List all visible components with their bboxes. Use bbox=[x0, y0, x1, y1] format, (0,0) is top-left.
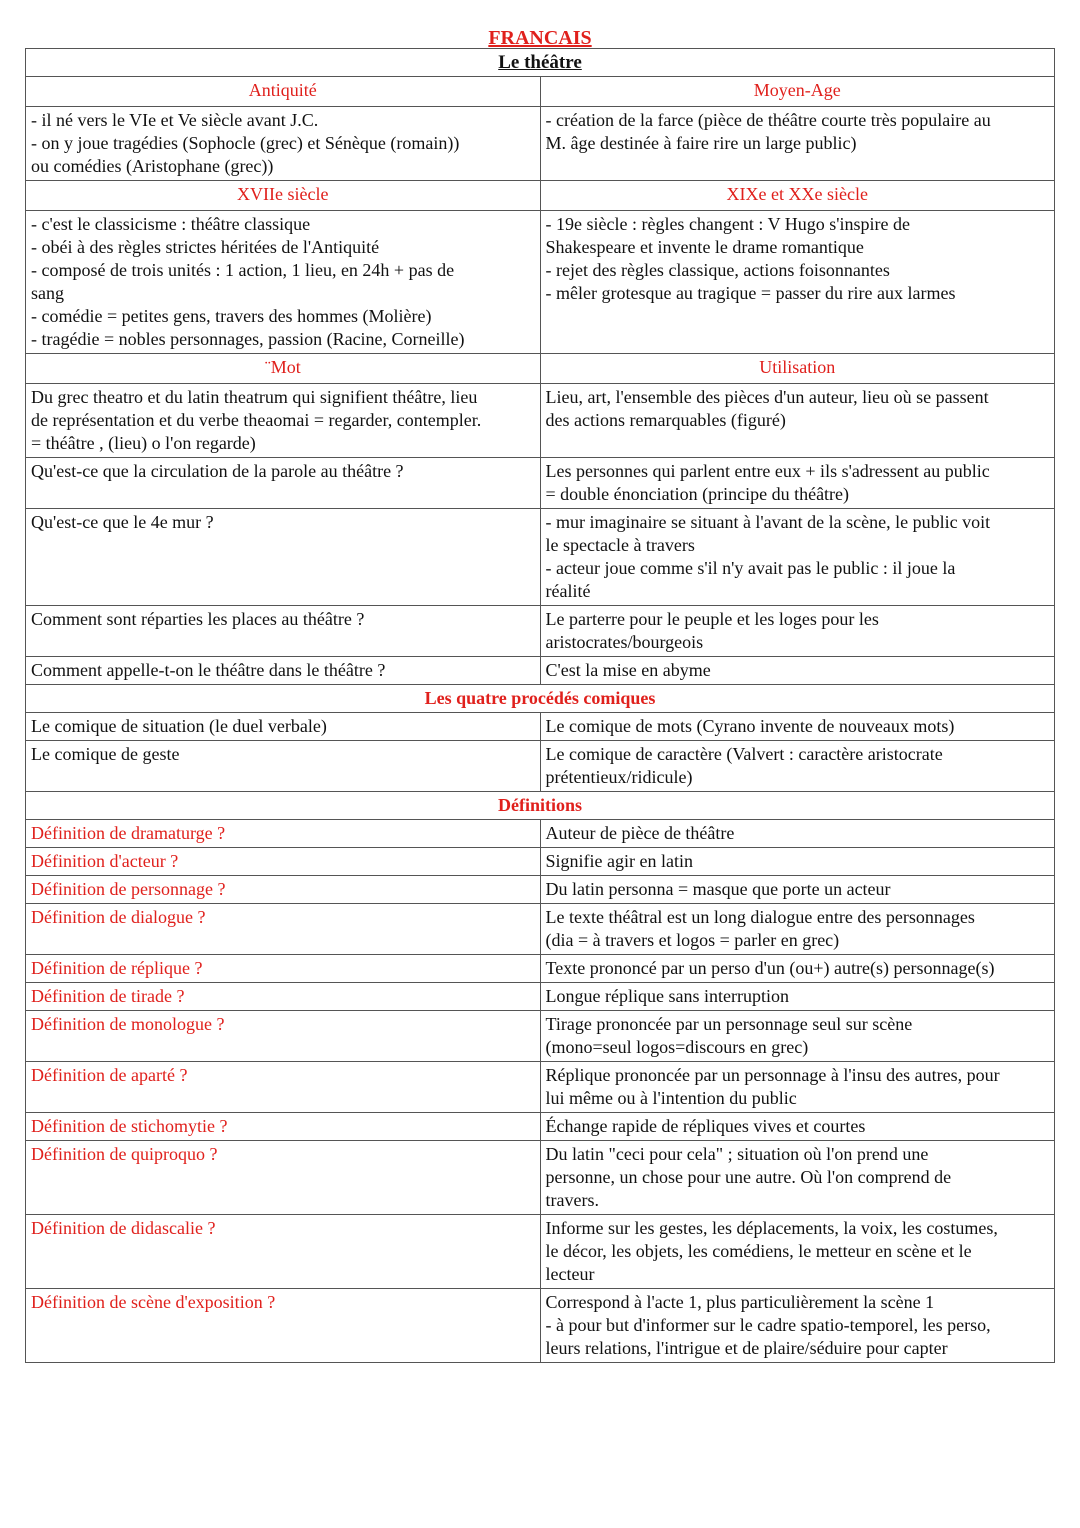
text-line: lui même ou à l'intention du public bbox=[545, 1088, 797, 1108]
definitions-section bbox=[26, 792, 1055, 1363]
definition-text: Texte prononcé par un perso d'un (ou+) autre(s) personnage(s) bbox=[540, 955, 1055, 983]
definition-term: Définition de dialogue ? bbox=[26, 904, 541, 955]
text-line: = théâtre , (lieu) o l'on regarde) bbox=[31, 433, 256, 453]
text-line: - comédie = petites gens, travers des hommes (Molière) bbox=[31, 306, 432, 326]
comic-section-title: Les quatre procédés comiques bbox=[26, 685, 1055, 713]
text-line: ou comédies (Aristophane (grec)) bbox=[31, 156, 274, 176]
text-line: Du latin "ceci pour cela" ; situation où l'on prend une bbox=[545, 1144, 929, 1164]
usage-title: Utilisation bbox=[540, 354, 1055, 384]
text-line: Le comique de caractère (Valvert : caractère aristocrate bbox=[545, 744, 943, 764]
era-content bbox=[540, 211, 1055, 354]
answer-cell bbox=[540, 606, 1055, 657]
text-line: (mono=seul logos=discours en grec) bbox=[545, 1037, 809, 1057]
text-line: - à pour but d'informer sur le cadre spatio-temporel, les perso, bbox=[545, 1315, 991, 1335]
text-line: = double énonciation (principe du théâtre) bbox=[545, 484, 850, 504]
comic-right-cell: Le comique de mots (Cyrano invente de nouveaux mots) bbox=[540, 713, 1055, 741]
text-line: Le texte théâtral est un long dialogue entre des personnages bbox=[545, 907, 975, 927]
definition-text: Signifie agir en latin bbox=[540, 848, 1055, 876]
definition-text bbox=[540, 1215, 1055, 1289]
text-line: Shakespeare et invente le drame romantique bbox=[545, 237, 864, 257]
questions-section bbox=[26, 458, 1055, 685]
word-section bbox=[26, 354, 1055, 458]
text-line: - 19e siècle : règles changent : V Hugo s'inspire de bbox=[545, 214, 910, 234]
comic-right-cell bbox=[540, 741, 1055, 792]
text-line: - création de la farce (pièce de théâtre courte très populaire au bbox=[545, 110, 991, 130]
text-line: personne, un chose pour une autre. Où l'on comprend de bbox=[545, 1167, 952, 1187]
question-cell: Qu'est-ce que la circulation de la parole au théâtre ? bbox=[26, 458, 541, 509]
text-line: Informe sur les gestes, les déplacements, la voix, les costumes, bbox=[545, 1218, 998, 1238]
text-line: Réplique prononcée par un personnage à l'insu des autres, pour bbox=[545, 1065, 1000, 1085]
text-line: - tragédie = nobles personnages, passion (Racine, Corneille) bbox=[31, 329, 465, 349]
era-title: XIXe et XXe siècle bbox=[540, 181, 1055, 211]
era-content bbox=[26, 107, 541, 181]
answer-cell bbox=[540, 509, 1055, 606]
text-line: Le parterre pour le peuple et les loges pour les bbox=[545, 609, 879, 629]
text-line: de représentation et du verbe theaomai = regarder, contempler. bbox=[31, 410, 482, 430]
definition-text: Auteur de pièce de théâtre bbox=[540, 820, 1055, 848]
text-line: - composé de trois unités : 1 action, 1 lieu, en 24h + pas de bbox=[31, 260, 455, 280]
text-line: des actions remarquables (figuré) bbox=[545, 410, 786, 430]
word-content bbox=[26, 384, 541, 458]
text-line: le spectacle à travers bbox=[545, 535, 695, 555]
text-line: sang bbox=[31, 283, 64, 303]
era-content bbox=[540, 107, 1055, 181]
usage-content bbox=[540, 384, 1055, 458]
definition-text: Longue réplique sans interruption bbox=[540, 983, 1055, 1011]
text-line: le décor, les objets, les comédiens, le metteur en scène et le bbox=[545, 1241, 972, 1261]
text-line: Du grec theatro et du latin theatrum qui signifient théâtre, lieu bbox=[31, 387, 478, 407]
text-line: - c'est le classicisme : théâtre classique bbox=[31, 214, 311, 234]
text-line: aristocrates/bourgeois bbox=[545, 632, 704, 652]
table-title: Le théâtre bbox=[26, 49, 1055, 77]
text-line: - acteur joue comme s'il n'y avait pas le public : il joue la bbox=[545, 558, 956, 578]
text-line: Les personnes qui parlent entre eux + ils s'adressent au public bbox=[545, 461, 990, 481]
era-title: XVIIe siècle bbox=[26, 181, 541, 211]
text-line: - mêler grotesque au tragique = passer du rire aux larmes bbox=[545, 283, 956, 303]
question-cell: Comment appelle-t-on le théâtre dans le théâtre ? bbox=[26, 657, 541, 685]
text-line: travers. bbox=[545, 1190, 599, 1210]
theatre-table bbox=[25, 48, 1055, 1363]
comic-left-cell: Le comique de geste bbox=[26, 741, 541, 792]
text-line: - mur imaginaire se situant à l'avant de la scène, le public voit bbox=[545, 512, 991, 532]
definition-term: Définition d'acteur ? bbox=[26, 848, 541, 876]
text-line: (dia = à travers et logos = parler en grec) bbox=[545, 930, 840, 950]
definition-text bbox=[540, 1141, 1055, 1215]
era-title: Antiquité bbox=[26, 77, 541, 107]
text-line: Lieu, art, l'ensemble des pièces d'un auteur, lieu où se passent bbox=[545, 387, 989, 407]
comic-section bbox=[26, 685, 1055, 792]
answer-cell bbox=[540, 458, 1055, 509]
definition-term: Définition de quiproquo ? bbox=[26, 1141, 541, 1215]
definition-text: Échange rapide de répliques vives et courtes bbox=[540, 1113, 1055, 1141]
eras-section bbox=[26, 77, 1055, 354]
text-line: Tirage prononcée par un personnage seul sur scène bbox=[545, 1014, 913, 1034]
definition-term: Définition de aparté ? bbox=[26, 1062, 541, 1113]
comic-left-cell: Le comique de situation (le duel verbale) bbox=[26, 713, 541, 741]
document-subject: FRANCAIS bbox=[488, 27, 592, 49]
definition-term: Définition de dramaturge ? bbox=[26, 820, 541, 848]
definition-text bbox=[540, 1062, 1055, 1113]
answer-cell: C'est la mise en abyme bbox=[540, 657, 1055, 685]
text-line: - rejet des règles classique, actions foisonnantes bbox=[545, 260, 890, 280]
era-content bbox=[26, 211, 541, 354]
text-line: - il né vers le VIe et Ve siècle avant J.C. bbox=[31, 110, 319, 130]
text-line: leurs relations, l'intrigue et de plaire/séduire pour capter bbox=[545, 1338, 948, 1358]
definition-text bbox=[540, 1011, 1055, 1062]
definition-term: Définition de stichomytie ? bbox=[26, 1113, 541, 1141]
text-line: - on y joue tragédies (Sophocle (grec) et Sénèque (romain)) bbox=[31, 133, 460, 153]
definition-term: Définition de tirade ? bbox=[26, 983, 541, 1011]
definitions-section-title: Définitions bbox=[26, 792, 1055, 820]
text-line: lecteur bbox=[545, 1264, 595, 1284]
word-title: ¨Mot bbox=[26, 354, 541, 384]
question-cell: Qu'est-ce que le 4e mur ? bbox=[26, 509, 541, 606]
question-cell: Comment sont réparties les places au théâtre ? bbox=[26, 606, 541, 657]
text-line: prétentieux/ridicule) bbox=[545, 767, 693, 787]
definition-text: Du latin personna = masque que porte un acteur bbox=[540, 876, 1055, 904]
definition-term: Définition de didascalie ? bbox=[26, 1215, 541, 1289]
definition-term: Définition de réplique ? bbox=[26, 955, 541, 983]
text-line: M. âge destinée à faire rire un large public) bbox=[545, 133, 857, 153]
definition-text bbox=[540, 904, 1055, 955]
definition-term: Définition de scène d'exposition ? bbox=[26, 1289, 541, 1363]
text-line: réalité bbox=[545, 581, 591, 601]
text-line: Correspond à l'acte 1, plus particulièrement la scène 1 bbox=[545, 1292, 935, 1312]
definition-text bbox=[540, 1289, 1055, 1363]
text-line: - obéi à des règles strictes héritées de l'Antiquité bbox=[31, 237, 380, 257]
definition-term: Définition de monologue ? bbox=[26, 1011, 541, 1062]
definition-term: Définition de personnage ? bbox=[26, 876, 541, 904]
era-title: Moyen-Age bbox=[540, 77, 1055, 107]
